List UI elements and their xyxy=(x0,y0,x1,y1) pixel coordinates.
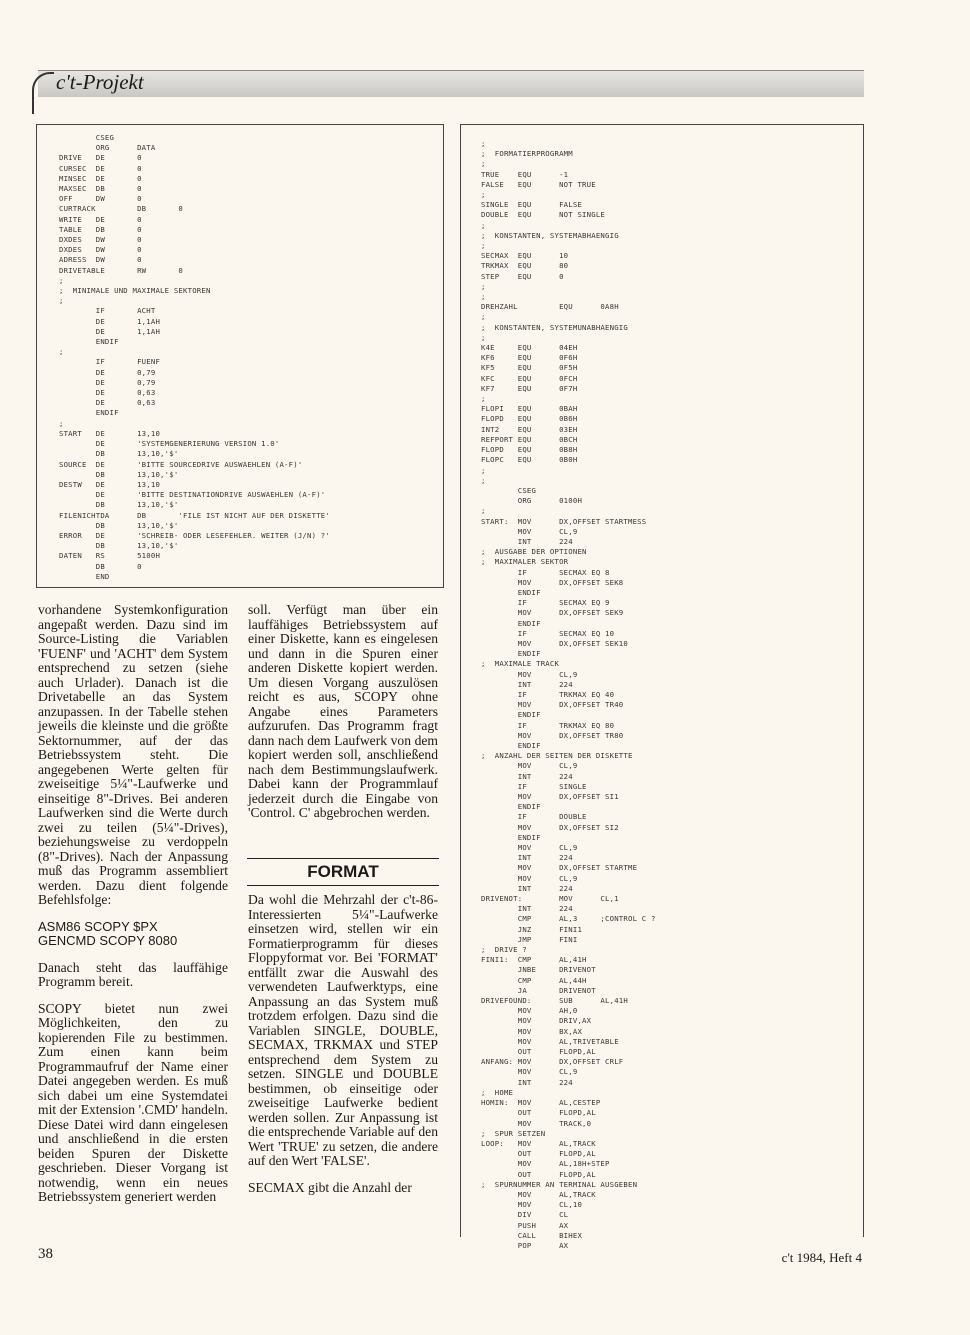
listing-right-line: MOV CL,9 xyxy=(481,526,578,536)
listing-right-line: INT 224 xyxy=(481,679,573,689)
command-line: ASM86 SCOPY $PX xyxy=(38,918,158,934)
listing-right-line: IF SINGLE xyxy=(481,781,587,791)
listing-left-line: ERROR DE 'SCHREIB- ODER LESEFEHLER. WEITER (J/N) ?' xyxy=(59,530,330,540)
listing-right-line: MOV CL,9 xyxy=(481,761,578,771)
listing-right-line: MOV DX,OFFSET SEK8 xyxy=(481,577,624,587)
listing-left-line: ; MINIMALE UND MAXIMALE SEKTOREN xyxy=(59,286,211,296)
listing-left-line: DRIVETABLE RW 0 xyxy=(59,265,184,275)
paragraph: Da wohl die Mehrzahl der c't-86-Interessierten 5¼"-Laufwerke einsetzen wird, stellen wir ein Formatierprogramm für dieses Floppyformat vor. Bei 'FORMAT' entfällt zwar die Auswahl des verwendeten Laufwerktyps, eine Anpassung an das System muß trotzdem erfolgen. Dazu sind die Variablen SINGLE, DOUBLE, SECMAX, TRKMAX und STEP entsprechend dem System zu setzen. SINGLE und DOUBLE bestimmen, ob einseitige oder zweiseitige Laufwerke bedient werden sollen. Zur Anpassung ist die entsprechende Variable auf den Wert 'TRUE' zu setzen, die andere auf den Wert 'FALSE'. xyxy=(248,892,438,1168)
listing-right-line: MOV CL,9 xyxy=(481,843,578,853)
listing-right-line: IF TRKMAX EQ 80 xyxy=(481,720,615,730)
section-title: c't-Projekt xyxy=(56,70,144,94)
listing-left-line: DE 0,63 xyxy=(59,388,156,398)
page-number: 38 xyxy=(38,1246,53,1262)
listing-right-line: MOV BX,AX xyxy=(481,1026,583,1036)
listing-left-line: DRIVE DE 0 xyxy=(59,153,142,163)
listing-left-line: DE 0,63 xyxy=(59,398,156,408)
command-line: GENCMD SCOPY 8080 xyxy=(38,933,178,948)
listing-right-line: FLOPD EQU 0B8H xyxy=(481,445,578,455)
listing-right-line: HOMIN: MOV AL,CESTEP xyxy=(481,1098,601,1108)
listing-right-line: MOV DX,OFFSET TR40 xyxy=(481,700,624,710)
listing-right-line: JNBE DRIVENOT xyxy=(481,965,596,975)
listing-right-line: ; xyxy=(481,465,486,475)
listing-right-line: JMP FINI xyxy=(481,934,578,944)
listing-right-line: FLOPI EQU 0BAH xyxy=(481,404,578,414)
paragraph: SECMAX gibt die Anzahl der xyxy=(248,1179,412,1195)
listing-right-line: MOV TRACK,0 xyxy=(481,1118,592,1128)
listing-right-line: CALL BIHEX xyxy=(481,1230,583,1240)
listing-left-line: DXDES DW 0 xyxy=(59,235,142,245)
listing-right-line: JA DRIVENOT xyxy=(481,985,596,995)
listing-right-line: K4E EQU 04EH xyxy=(481,343,578,353)
listing-left-line: IF ACHT xyxy=(59,306,156,316)
listing-right-line: ; xyxy=(481,159,486,169)
listing-right-line: KF7 EQU 0F7H xyxy=(481,383,578,393)
listing-right-line: ANFANG: MOV DX,OFFSET CRLF xyxy=(481,1057,624,1067)
listing-right-line: ORG 0100H xyxy=(481,496,583,506)
listing-left-line: ENDIF xyxy=(59,337,119,347)
listing-left-line: DE 0,79 xyxy=(59,377,156,387)
listing-right-line: INT 224 xyxy=(481,853,573,863)
heading-rule xyxy=(247,885,439,886)
text-column-2 xyxy=(248,603,438,821)
listing-right-line: DRIVENOT: MOV CL,1 xyxy=(481,894,619,904)
listing-right-line: ; AUSGABE DER OPTIONEN xyxy=(481,547,587,557)
listing-right-line: START: MOV DX,OFFSET STARTMESS xyxy=(481,516,647,526)
listing-right-line: ; DRIVE ? xyxy=(481,945,527,955)
listing-right-line: ENDIF xyxy=(481,710,541,720)
listing-right-line: MOV AL,TRACK xyxy=(481,1189,596,1199)
listing-right-line: ; xyxy=(481,190,486,200)
listing-right-line: MOV DX,OFFSET SEK9 xyxy=(481,608,624,618)
listing-right-line: CMP AL,44H xyxy=(481,975,587,985)
text-column-2-continued xyxy=(248,893,438,1195)
listing-right-line: MOV DX,OFFSET SI1 xyxy=(481,792,619,801)
paragraph: vorhandene Systemkonfiguration angepaßt werden. Dazu sind im Source-Listing die Variablen 'FUENF' und 'ACHT' dem System entsprechend zu setzen (siehe auch Urlader). Danach ist die Drivetabelle an das System anzupassen. In der Tabelle stehen jeweils die kleinste und die größte Sektornummer, auf der das Betriebssystem steht. Die angegebenen Werte gelten für zweiseitige 5¼"-Laufwerke und einseitige 8"-Drives. Bei anderen Laufwerken sind die Werte durch zwei zu teilen (5¼"-Drives), beziehungsweise zu verdoppeln (8"-Drives). Nach der Anpassung muß das Programm assembliert werden. Dazu dient folgende Befehlsfolge: xyxy=(38,602,228,907)
listing-right-line: MOV DX,OFFSET SEK10 xyxy=(481,638,628,648)
listing-right-line: ; ANZAHL DER SEITEN DER DISKETTE xyxy=(481,751,633,761)
listing-right-line: STEP EQU 0 xyxy=(481,271,564,281)
listing-right-line: ; xyxy=(481,394,486,404)
listing-right-line: INT 224 xyxy=(481,1077,573,1087)
listing-left-line: OFF DW 0 xyxy=(59,194,142,204)
listing-right-line: MOV CL,9 xyxy=(481,669,578,679)
listing-right-line: DREHZAHL EQU 0A8H xyxy=(481,302,619,312)
listing-left-line: DB 13,10,'$' xyxy=(59,500,179,510)
listing-right-line: ; xyxy=(481,281,486,291)
listing-left-line: DE 'BITTE DESTINATIONDRIVE AUSWAEHLEN (A-F)' xyxy=(59,490,326,500)
listing-right-line: ; FORMATIERPROGRAMM xyxy=(481,149,573,159)
listing-left-line: ADRESS DW 0 xyxy=(59,255,142,265)
listing-right-line: MOV CL,9 xyxy=(481,873,578,883)
header-decoration xyxy=(32,72,54,114)
listing-right-line: MOV AL,18H+STEP xyxy=(481,1159,610,1169)
listing-left-line: DB 0 xyxy=(59,561,142,571)
section-heading: FORMAT xyxy=(307,862,379,881)
listing-left-line: IF FUENF xyxy=(59,357,161,367)
listing-right-line: LOOP: MOV AL,TRACK xyxy=(481,1138,596,1148)
listing-left-line: DXDES DW 0 xyxy=(59,245,142,255)
listing-right-line: IF SECMAX EQ 10 xyxy=(481,628,615,638)
listing-left-line: DE 'SYSTEMGENERIERUNG VERSION 1.0' xyxy=(59,439,280,449)
listing-right-line: ENDIF xyxy=(481,832,541,842)
issue-label: c't 1984, Heft 4 xyxy=(781,1250,862,1265)
listing-left-line: DESTW DE 13,10 xyxy=(59,479,161,489)
listing-right-line: ENDIF xyxy=(481,587,541,597)
listing-right-line: OUT FLOPD,AL xyxy=(481,1149,596,1159)
listing-left-line: WRITE DE 0 xyxy=(59,214,142,224)
listing-right-line: PUSH AX xyxy=(481,1220,569,1230)
listing-right-line: INT2 EQU 03EH xyxy=(481,424,578,434)
listing-left-line: TABLE DB 0 xyxy=(59,224,142,234)
listing-right-line: KFC EQU 0FCH xyxy=(481,373,578,383)
listing-right-line: IF SECMAX EQ 8 xyxy=(481,567,610,577)
listing-left-line: DE 1,1AH xyxy=(59,316,161,326)
listing-right-line: ; MAXIMALER SEKTOR xyxy=(481,557,569,567)
listing-left-line: DATEN RS 5100H xyxy=(59,551,161,561)
listing-left-line: START DE 13,10 xyxy=(59,428,161,438)
listing-right-line: SINGLE EQU FALSE xyxy=(481,200,583,210)
listing-right-line: KF5 EQU 0F5H xyxy=(481,363,578,373)
listing-right-line: ; KONSTANTEN, SYSTEMUNABHAENGIG xyxy=(481,322,628,332)
listing-right-line: KF6 EQU 0F6H xyxy=(481,353,578,363)
listing-left-line: CURTRACK DB 0 xyxy=(59,204,184,214)
listing-right-line: MOV AH,0 xyxy=(481,1006,578,1016)
listing-right-line: MOV DRIV,AX xyxy=(481,1016,592,1026)
listing-left-line: ; xyxy=(59,418,64,428)
listing-right-line: ; KONSTANTEN, SYSTEMABHAENGIG xyxy=(481,230,619,240)
listing-right-line: ENDIF xyxy=(481,802,541,812)
listing-right-line: FLOPC EQU 0B0H xyxy=(481,455,578,465)
text-column-1 xyxy=(38,603,228,1205)
paragraph: Danach steht das lauffähige Programm bereit. xyxy=(38,959,228,989)
listing-right-line: OUT FLOPD,AL xyxy=(481,1047,596,1057)
paragraph: soll. Verfügt man über ein lauffähiges Betriebssystem auf einer Diskette, kann es eingelesen und dann in die Spuren einer anderen Diskette kopiert werden. Um diesen Vorgang auszulösen reicht es aus, SCOPY ohne Angabe eines Parameters aufzurufen. Das Programm fragt dann nach dem Laufwerk von dem kopiert werden soll, anschließend nach dem Bestimmungslaufwerk. Dabei kann der Programmlauf jederzeit durch die Eingabe von 'Control. C' abgebrochen werden. xyxy=(248,602,438,820)
code-listing-right xyxy=(481,139,656,1251)
listing-right-line: INT 224 xyxy=(481,536,573,546)
listing-right-line: IF DOUBLE xyxy=(481,812,587,822)
listing-right-line: INT 224 xyxy=(481,904,573,914)
listing-left-line: ORG DATA xyxy=(59,143,156,153)
listing-left-line: CSEG xyxy=(59,133,115,142)
listing-right-line: ENDIF xyxy=(481,649,541,659)
listing-left-line: FILENICHTDA DB 'FILE IST NICHT AUF DER DISKETTE' xyxy=(59,510,330,520)
listing-right-line: OUT FLOPD,AL xyxy=(481,1169,596,1179)
listing-right-line: MOV CL,10 xyxy=(481,1200,583,1210)
listing-left-line: DE 0,79 xyxy=(59,367,156,377)
listing-right-line: OUT FLOPD,AL xyxy=(481,1108,596,1118)
listing-right-line: SECMAX EQU 10 xyxy=(481,251,569,261)
listing-right-line: ; SPUR SETZEN xyxy=(481,1128,546,1138)
listing-left-line: DE 1,1AH xyxy=(59,326,161,336)
listing-right-line: INT 224 xyxy=(481,771,573,781)
listing-right-line: MOV DX,OFFSET TR80 xyxy=(481,730,624,740)
paragraph: SCOPY bietet nun zwei Möglichkeiten, den zu kopierenden File zu bestimmen. Zum einen kann beim Programmaufruf der Name einer Datei angegeben werden. Es muß sich dabei um eine Systemdatei mit der Extension '.CMD' handeln. Diese Datei wird dann eingelesen und anschließend in die ersten beiden Spuren der Diskette geschrieben. Dieser Vorgang ist notwendig, wenn ein neues Betriebssystem generiert werden xyxy=(38,1000,228,1204)
listing-right-box xyxy=(460,124,864,1250)
listing-right-line: ; xyxy=(481,220,486,230)
listing-left-line: MAXSEC DB 0 xyxy=(59,184,142,194)
header-band xyxy=(38,70,864,97)
listing-left-line: CURSEC DE 0 xyxy=(59,163,142,173)
listing-right-line: INT 224 xyxy=(481,883,573,893)
listing-left-line: DB 13,10,'$' xyxy=(59,520,179,530)
listing-right-line: DIV CL xyxy=(481,1210,569,1220)
listing-right-line: ENDIF xyxy=(481,740,541,750)
listing-right-line: JNZ FINI1 xyxy=(481,924,583,934)
listing-right-line: ; xyxy=(481,292,486,302)
listing-right-line: ; xyxy=(481,332,486,342)
listing-left-line: ; xyxy=(59,347,64,357)
listing-right-line: FLOPD EQU 0B6H xyxy=(481,414,578,424)
listing-right-line: IF SECMAX EQ 9 xyxy=(481,598,610,608)
listing-right-line: FALSE EQU NOT TRUE xyxy=(481,179,596,189)
listing-right-line: MOV DX,OFFSET STARTME xyxy=(481,863,638,873)
listing-left-line: ; xyxy=(59,296,64,306)
listing-right-line: POP AX xyxy=(481,1240,569,1250)
listing-left-line: END xyxy=(59,571,110,581)
listing-right-line: ; xyxy=(481,241,486,251)
listing-right-line: DOUBLE EQU NOT SINGLE xyxy=(481,210,606,220)
heading-rule xyxy=(247,858,439,859)
listing-left-line: DB 13,10,'$' xyxy=(59,469,179,479)
listing-right-line: ; MAXIMALE TRACK xyxy=(481,659,560,669)
listing-right-line: FINI1: CMP AL,41H xyxy=(481,955,587,965)
listing-right-line: ; xyxy=(481,475,486,485)
listing-right-line: IF TRKMAX EQ 40 xyxy=(481,689,615,699)
listing-right-line: ENDIF xyxy=(481,618,541,628)
listing-right-line: MOV DX,OFFSET SI2 xyxy=(481,822,619,832)
code-listing-left xyxy=(59,133,330,582)
listing-left-box xyxy=(36,124,444,588)
listing-right-line: ; SPURNUMMER AN TERMINAL AUSGEBEN xyxy=(481,1179,638,1189)
listing-left-line: ; xyxy=(59,275,64,285)
listing-right-line: CMP AL,3 ;CONTROL C ? xyxy=(481,914,656,924)
listing-right-line: CSEG xyxy=(481,485,537,495)
listing-left-line: DB 13,10,'$' xyxy=(59,541,179,551)
listing-right-line: REFPORT EQU 0BCH xyxy=(481,434,578,444)
listing-right-line: ; xyxy=(481,312,486,322)
listing-right-line: DRIVEFOUND: SUB AL,41H xyxy=(481,996,628,1006)
listing-right-line: ; xyxy=(481,139,486,148)
listing-left-line: DB 13,10,'$' xyxy=(59,449,179,459)
listing-left-line: MINSEC DE 0 xyxy=(59,173,142,183)
listing-right-line: MOV CL,9 xyxy=(481,1067,578,1077)
listing-right-line: ; HOME xyxy=(481,1087,514,1097)
listing-right-line: ; xyxy=(481,506,486,516)
listing-left-line: SOURCE DE 'BITTE SOURCEDRIVE AUSWAEHLEN (A-F)' xyxy=(59,459,303,469)
listing-right-line: MOV AL,TRIVETABLE xyxy=(481,1036,619,1046)
listing-right-line: TRUE EQU -1 xyxy=(481,169,569,179)
listing-right-line: TRKMAX EQU 80 xyxy=(481,261,569,271)
listing-left-line: ENDIF xyxy=(59,408,119,418)
